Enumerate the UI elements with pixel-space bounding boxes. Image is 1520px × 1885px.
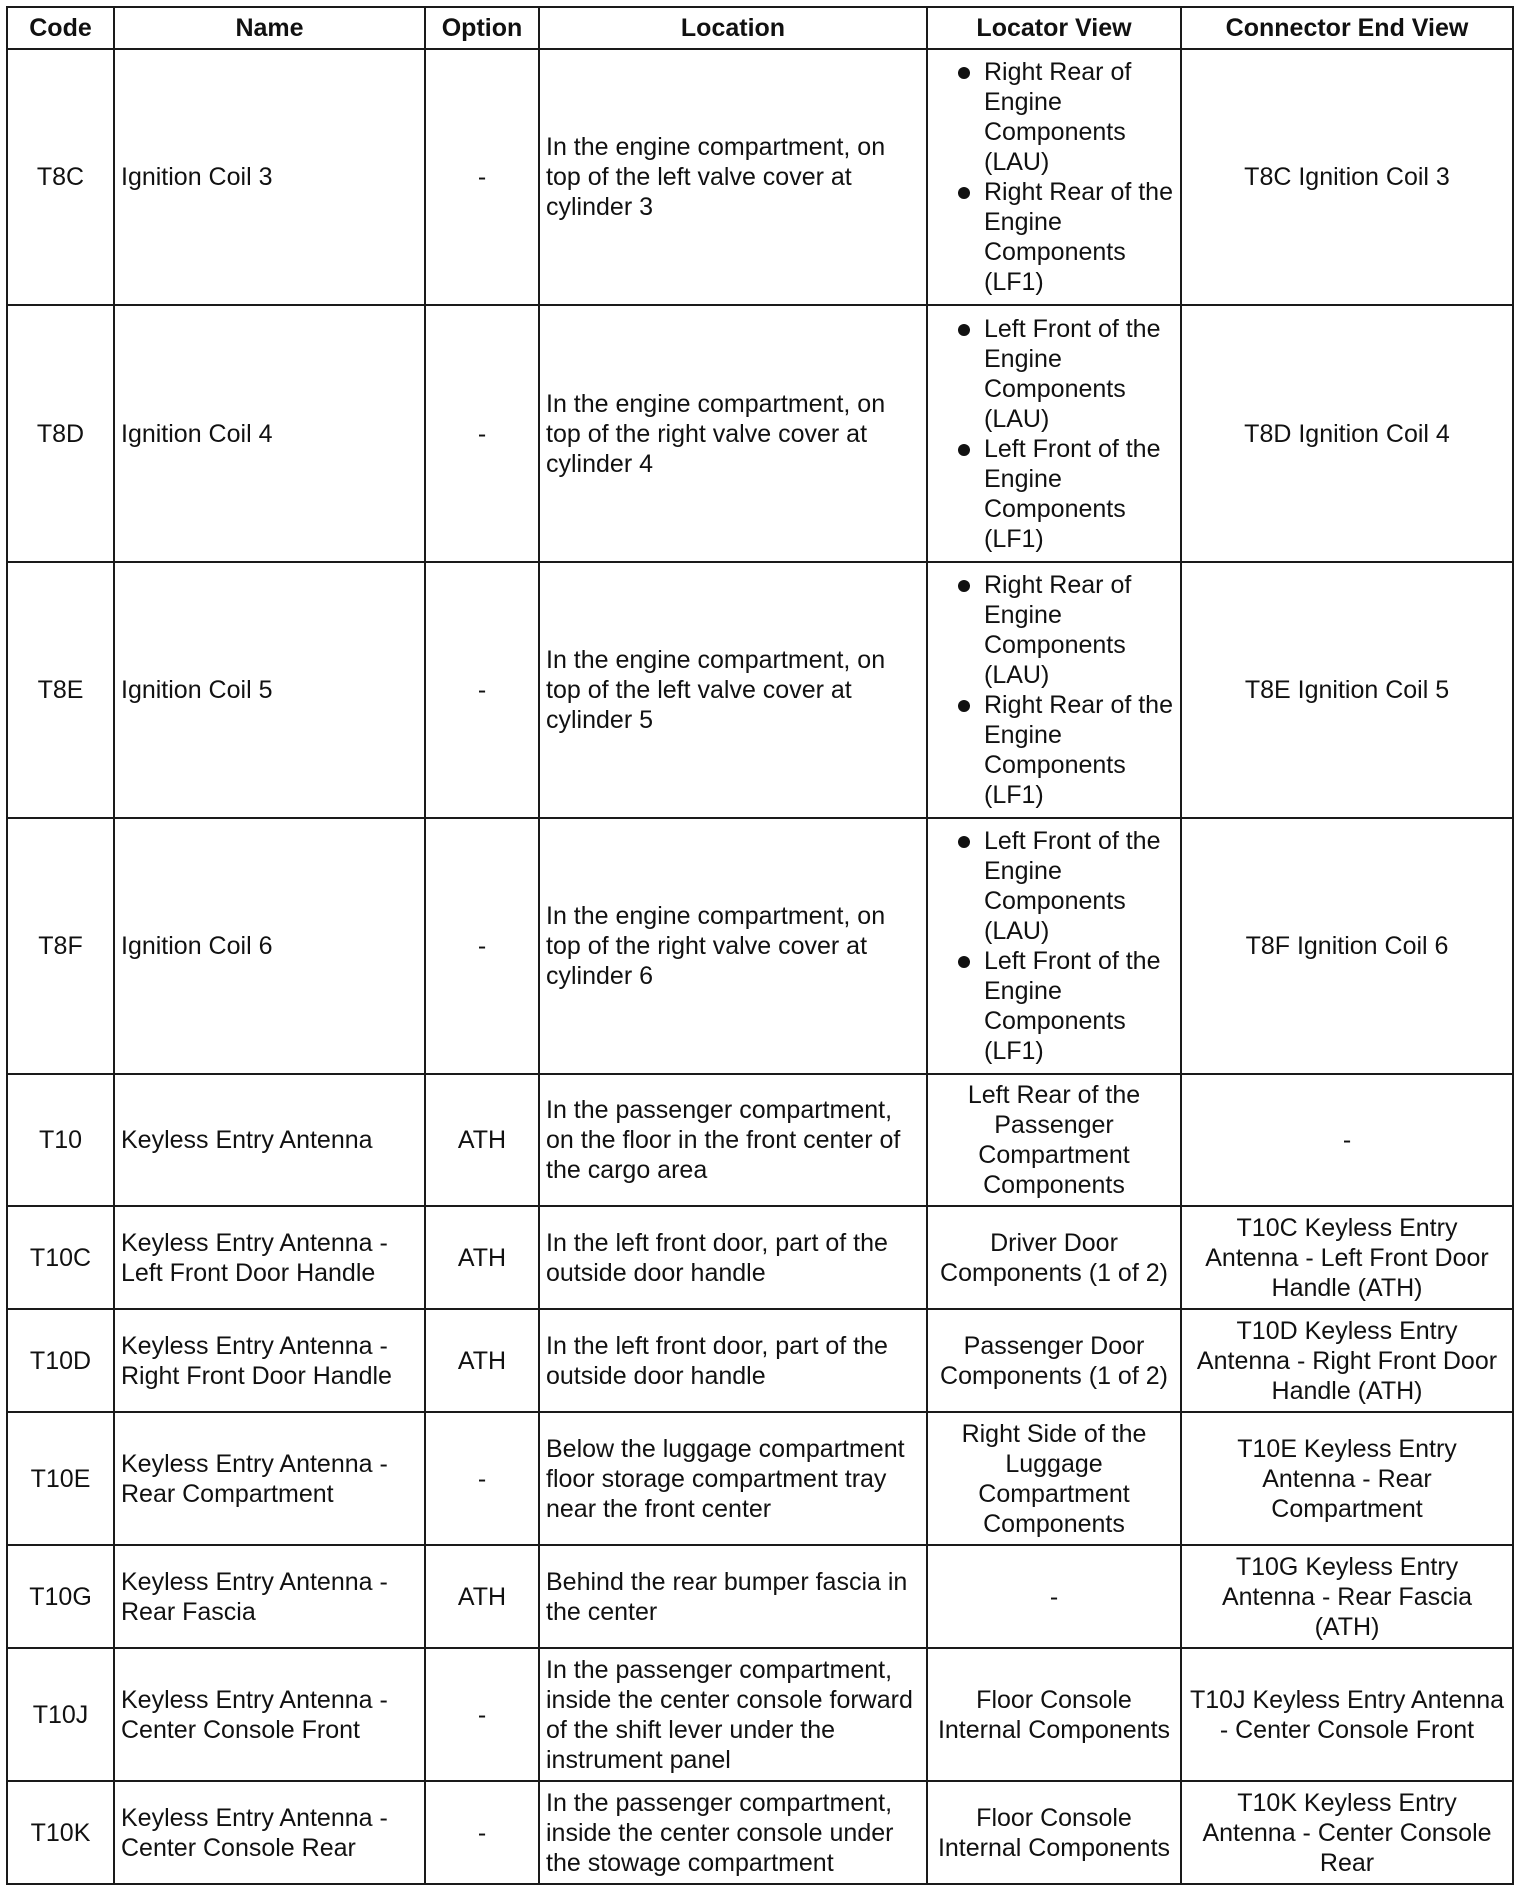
location-cell: In the engine compartment, on top of the right valve cover at cylinder 4 (539, 305, 927, 562)
table-row (7, 1074, 1513, 1206)
connector-end-view-cell: T10G Keyless Entry Antenna - Rear Fascia (ATH) (1181, 1545, 1513, 1648)
code-cell: T10 (7, 1074, 114, 1206)
option-cell: ATH (425, 1206, 539, 1309)
option-cell: - (425, 1781, 539, 1884)
locator-view-cell: Driver Door Components (1 of 2) (927, 1206, 1181, 1309)
option-cell: ATH (425, 1074, 539, 1206)
header-name: Name (114, 7, 425, 49)
table-row (7, 1545, 1513, 1648)
option-cell: - (425, 1412, 539, 1545)
code-cell: T8E (7, 562, 114, 818)
location-cell: In the left front door, part of the outside door handle (539, 1309, 927, 1412)
location-cell: Below the luggage compartment floor storage compartment tray near the front center (539, 1412, 927, 1545)
locator-view-cell (927, 818, 1181, 1074)
locator-view-list (934, 570, 1174, 810)
connector-end-view-cell: T8D Ignition Coil 4 (1181, 305, 1513, 562)
code-cell: T8D (7, 305, 114, 562)
table-row (7, 1309, 1513, 1412)
locator-view-cell: - (927, 1545, 1181, 1648)
connector-end-view-cell: T8F Ignition Coil 6 (1181, 818, 1513, 1074)
location-cell: In the engine compartment, on top of the left valve cover at cylinder 5 (539, 562, 927, 818)
location-cell: In the passenger compartment, on the floor in the front center of the cargo area (539, 1074, 927, 1206)
table-row (7, 1206, 1513, 1309)
option-cell: - (425, 1648, 539, 1781)
locator-view-list (934, 826, 1174, 1066)
name-cell: Ignition Coil 5 (114, 562, 425, 818)
connector-end-view-cell: T10D Keyless Entry Antenna - Right Front Door Handle (ATH) (1181, 1309, 1513, 1412)
connector-end-view-cell: T8E Ignition Coil 5 (1181, 562, 1513, 818)
locator-view-cell (927, 305, 1181, 562)
name-cell: Keyless Entry Antenna - Rear Compartment (114, 1412, 425, 1545)
locator-view-cell (927, 562, 1181, 818)
locator-view-list (934, 57, 1174, 297)
header-option: Option (425, 7, 539, 49)
code-cell: T10J (7, 1648, 114, 1781)
table-row (7, 562, 1513, 818)
option-cell: - (425, 562, 539, 818)
location-cell: In the passenger compartment, inside the center console under the stowage compartment (539, 1781, 927, 1884)
name-cell: Keyless Entry Antenna - Rear Fascia (114, 1545, 425, 1648)
code-cell: T10K (7, 1781, 114, 1884)
locator-view-cell (927, 49, 1181, 305)
locator-view-item: Right Rear of Engine Components (LAU) (934, 570, 1174, 690)
connector-end-view-cell: T8C Ignition Coil 3 (1181, 49, 1513, 305)
header-row (7, 7, 1513, 49)
locator-view-item: Left Front of the Engine Components (LAU) (934, 826, 1174, 946)
connector-end-view-cell: T10E Keyless Entry Antenna - Rear Compartment (1181, 1412, 1513, 1545)
locator-view-item: Left Front of the Engine Components (LF1) (934, 434, 1174, 554)
connector-end-view-cell: T10C Keyless Entry Antenna - Left Front Door Handle (ATH) (1181, 1206, 1513, 1309)
locator-view-cell: Right Side of the Luggage Compartment Components (927, 1412, 1181, 1545)
table-row (7, 305, 1513, 562)
header-connector-end-view: Connector End View (1181, 7, 1513, 49)
locator-view-item: Left Front of the Engine Components (LAU) (934, 314, 1174, 434)
option-cell: - (425, 49, 539, 305)
table-row (7, 1648, 1513, 1781)
code-cell: T10E (7, 1412, 114, 1545)
name-cell: Keyless Entry Antenna - Center Console Rear (114, 1781, 425, 1884)
table-row (7, 49, 1513, 305)
name-cell: Keyless Entry Antenna - Right Front Door Handle (114, 1309, 425, 1412)
code-cell: T10G (7, 1545, 114, 1648)
connector-end-view-cell: - (1181, 1074, 1513, 1206)
locator-view-list (934, 314, 1174, 554)
name-cell: Ignition Coil 3 (114, 49, 425, 305)
code-cell: T8F (7, 818, 114, 1074)
connector-end-view-cell: T10K Keyless Entry Antenna - Center Console Rear (1181, 1781, 1513, 1884)
table-row (7, 818, 1513, 1074)
code-cell: T10C (7, 1206, 114, 1309)
header-code: Code (7, 7, 114, 49)
connector-table (6, 6, 1514, 1885)
locator-view-item: Right Rear of the Engine Components (LF1) (934, 690, 1174, 810)
locator-view-cell: Left Rear of the Passenger Compartment Components (927, 1074, 1181, 1206)
header-locator-view: Locator View (927, 7, 1181, 49)
name-cell: Ignition Coil 4 (114, 305, 425, 562)
name-cell: Keyless Entry Antenna - Left Front Door Handle (114, 1206, 425, 1309)
option-cell: - (425, 305, 539, 562)
locator-view-item: Right Rear of the Engine Components (LF1) (934, 177, 1174, 297)
locator-view-item: Right Rear of Engine Components (LAU) (934, 57, 1174, 177)
header-location: Location (539, 7, 927, 49)
locator-view-item: Left Front of the Engine Components (LF1) (934, 946, 1174, 1066)
location-cell: In the engine compartment, on top of the right valve cover at cylinder 6 (539, 818, 927, 1074)
document-page (6, 6, 1512, 1885)
option-cell: ATH (425, 1545, 539, 1648)
connector-end-view-cell: T10J Keyless Entry Antenna - Center Console Front (1181, 1648, 1513, 1781)
table-row (7, 1781, 1513, 1884)
option-cell: - (425, 818, 539, 1074)
code-cell: T10D (7, 1309, 114, 1412)
locator-view-cell: Floor Console Internal Components (927, 1781, 1181, 1884)
name-cell: Keyless Entry Antenna - Center Console Front (114, 1648, 425, 1781)
location-cell: In the engine compartment, on top of the left valve cover at cylinder 3 (539, 49, 927, 305)
location-cell: In the left front door, part of the outside door handle (539, 1206, 927, 1309)
locator-view-cell: Floor Console Internal Components (927, 1648, 1181, 1781)
name-cell: Keyless Entry Antenna (114, 1074, 425, 1206)
locator-view-cell: Passenger Door Components (1 of 2) (927, 1309, 1181, 1412)
name-cell: Ignition Coil 6 (114, 818, 425, 1074)
option-cell: ATH (425, 1309, 539, 1412)
location-cell: Behind the rear bumper fascia in the center (539, 1545, 927, 1648)
table-row (7, 1412, 1513, 1545)
location-cell: In the passenger compartment, inside the center console forward of the shift lever under the instrument panel (539, 1648, 927, 1781)
code-cell: T8C (7, 49, 114, 305)
